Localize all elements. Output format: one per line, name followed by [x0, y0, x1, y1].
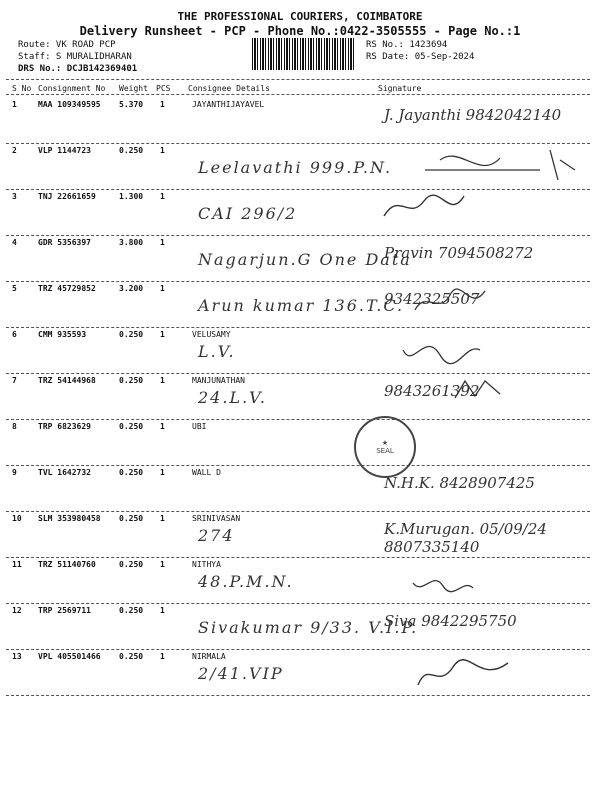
handwritten-address: 274	[198, 526, 235, 545]
signature-text: K.Murugan. 05/09/24 8807335140	[384, 520, 547, 556]
pcs-value: 1	[160, 284, 165, 293]
signature-text: Pravin 7094508272	[384, 244, 534, 262]
row-sno: 13	[12, 652, 22, 661]
handwritten-address: L.V.	[198, 342, 236, 361]
row-sno: 10	[12, 514, 22, 523]
signature-text: Siva 9842295750	[384, 612, 517, 630]
consignment-number: GDR 5356397	[38, 238, 91, 247]
pcs-value: 1	[160, 238, 165, 247]
row-divider	[6, 465, 590, 466]
signature-scribble	[405, 285, 495, 325]
row-divider	[6, 419, 590, 420]
consignment-number: TRZ 54144968	[38, 376, 96, 385]
pcs-value: 1	[160, 330, 165, 339]
handwritten-address: Arun kumar 136.T.C.	[198, 296, 405, 315]
divider	[6, 94, 590, 95]
pcs-value: 1	[160, 468, 165, 477]
pcs-value: 1	[160, 606, 165, 615]
consignment-number: TVL 1642732	[38, 468, 91, 477]
runsheet-subtitle: Delivery Runsheet - PCP - Phone No.:0422-3505555 - Page No.:1	[79, 24, 521, 38]
weight-value: 0.250	[119, 468, 144, 477]
consignee-name: VELUSAMY	[192, 330, 231, 339]
row-divider	[6, 695, 590, 696]
delivery-stamp: ★ SEAL	[354, 416, 416, 478]
consignment-number: VPL 405501466	[38, 652, 101, 661]
pcs-value: 1	[160, 192, 165, 201]
row-sno: 5	[12, 284, 17, 293]
row-divider	[6, 235, 590, 236]
handwritten-address: Leelavathi 999.P.N.	[198, 158, 393, 177]
weight-value: 3.800	[119, 238, 144, 247]
row-divider	[6, 511, 590, 512]
handwritten-address: 48.P.M.N.	[198, 572, 294, 591]
drs-number: DRS No.: DCJB142369401	[18, 64, 138, 74]
weight-value: 0.250	[119, 146, 144, 155]
signature-text: 9843261392	[384, 382, 480, 400]
weight-value: 0.250	[119, 330, 144, 339]
handwritten-address: 24.L.V.	[198, 388, 267, 407]
handwritten-address: 2/41.VIP	[198, 664, 284, 683]
col-weight: Weight	[119, 84, 148, 93]
pcs-value: 1	[160, 376, 165, 385]
weight-value: 0.250	[119, 560, 144, 569]
row-sno: 2	[12, 146, 17, 155]
weight-value: 0.250	[119, 514, 144, 523]
col-consignment: Consignment No	[38, 84, 106, 93]
handwritten-address: Nagarjun.G One Data	[198, 250, 412, 269]
row-divider	[6, 649, 590, 650]
weight-value: 0.250	[119, 606, 144, 615]
pcs-value: 1	[160, 652, 165, 661]
consignment-number: TRZ 51140760	[38, 560, 96, 569]
signature-text: J. Jayanthi 9842042140	[384, 106, 562, 124]
consignee-name: JAYANTHIJAYAVEL	[192, 100, 265, 109]
pcs-value: 1	[160, 422, 165, 431]
consignment-number: SLM 353980458	[38, 514, 101, 523]
route-label: Route: VK ROAD PCP	[18, 40, 116, 50]
row-divider	[6, 373, 590, 374]
barcode	[252, 38, 356, 70]
pcs-value: 1	[160, 146, 165, 155]
signature-scribble	[450, 376, 510, 404]
row-sno: 7	[12, 376, 17, 385]
company-title: THE PROFESSIONAL COURIERS, COIMBATORE	[177, 10, 423, 23]
weight-value: 5.370	[119, 100, 144, 109]
divider	[6, 79, 590, 80]
consignment-number: TRZ 45729852	[38, 284, 96, 293]
consignment-number: TRP 2569711	[38, 606, 91, 615]
row-sno: 6	[12, 330, 17, 339]
weight-value: 3.200	[119, 284, 144, 293]
signature-text: N.H.K. 8428907425	[384, 474, 535, 492]
signature-scribble	[408, 568, 478, 598]
signature-text: 9342325507	[384, 290, 480, 308]
row-sno: 4	[12, 238, 17, 247]
signature-scribble	[374, 186, 484, 226]
signature-scribble	[395, 330, 485, 370]
consignee-name: MANJUNATHAN	[192, 376, 245, 385]
row-divider	[6, 603, 590, 604]
col-sno: S No	[12, 84, 32, 93]
staff-label: Staff: S MURALIDHARAN	[18, 52, 132, 62]
pcs-value: 1	[160, 560, 165, 569]
row-sno: 11	[12, 560, 22, 569]
rs-number: RS No.: 1423694	[366, 40, 448, 50]
consignee-name: NITHYA	[192, 560, 221, 569]
consignee-name: WALL D	[192, 468, 221, 477]
row-divider	[6, 281, 590, 282]
weight-value: 0.250	[119, 422, 144, 431]
pcs-value: 1	[160, 514, 165, 523]
consignee-name: SRINIVASAN	[192, 514, 241, 523]
rs-date: RS Date: 05-Sep-2024	[366, 52, 475, 62]
col-signature: Signature	[378, 84, 422, 93]
row-sno: 8	[12, 422, 17, 431]
signature-scribble	[408, 655, 518, 695]
row-sno: 3	[12, 192, 17, 201]
row-sno: 1	[12, 100, 17, 109]
row-divider	[6, 557, 590, 558]
row-sno: 12	[12, 606, 22, 615]
consignment-number: TNJ 22661659	[38, 192, 96, 201]
handwritten-address: CAI 296/2	[198, 204, 298, 223]
weight-value: 1.300	[119, 192, 144, 201]
pcs-value: 1	[160, 100, 165, 109]
signature-scribble	[420, 140, 580, 190]
consignment-number: VLP 1144723	[38, 146, 91, 155]
handwritten-address: Sivakumar 9/33. V.I.P.	[198, 618, 419, 637]
col-pcs: PCS	[156, 84, 171, 93]
consignment-number: TRP 6823629	[38, 422, 91, 431]
consignee-name: NIRMALA	[192, 652, 226, 661]
consignee-name: UBI	[192, 422, 207, 431]
weight-value: 0.250	[119, 652, 144, 661]
consignment-number: CMM 935593	[38, 330, 87, 339]
row-divider	[6, 327, 590, 328]
col-consignee: Consignee Details	[188, 84, 270, 93]
weight-value: 0.250	[119, 376, 144, 385]
consignment-number: MAA 109349595	[38, 100, 101, 109]
row-sno: 9	[12, 468, 17, 477]
